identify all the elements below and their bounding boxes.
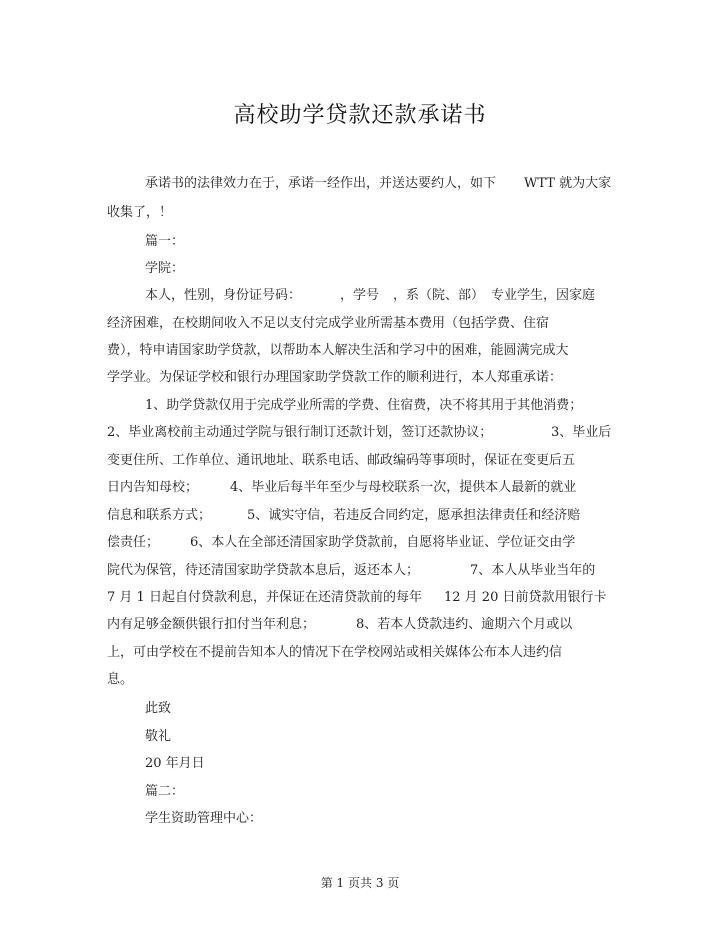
commitment-3-start: 3、毕业后 (551, 425, 612, 440)
commitment-4-end: 信息和联系方式； (107, 508, 212, 523)
section-heading-2: 篇二： (145, 784, 185, 799)
commitment-2: 2、毕业离校前主动通过学院与银行制订还款计划，签订还款协议； (107, 425, 493, 440)
commitment-7-start: 7、本人从毕业当年的 (470, 563, 596, 578)
commitment-5-end: 偿责任； (107, 535, 160, 550)
commitment-8-end: 息。 (107, 672, 134, 687)
intro-line-1a: 承诺书的法律效力在于，承诺一经作出，并送达要约人，如下 (145, 176, 497, 191)
intro-line-2: 收集了，！ (107, 205, 173, 220)
body-line: 经济困难，在校期间收入不足以支付完成学业所需基本费用（包括学费、住宿 (107, 316, 550, 331)
recipient-line: 学生资助管理中心： (145, 811, 263, 826)
commitment-1: 1、助学贷款仅用于完成学业所需的学费、住宿费，决不将其用于其他消费； (145, 398, 583, 413)
body-line: 学学业。为保证学校和银行办理国家助学贷款工作的顺利进行，本人郑重承诺： (107, 370, 563, 385)
page-footer: 第 1 页共 3 页 (320, 876, 400, 890)
body-line: 费），特申请国家助学贷款，以帮助本人解决生活和学习中的困难，能圆满完成大 (107, 343, 569, 358)
body-line-info-c: ，系（院、部） (393, 288, 485, 303)
commitment-5-start: 5、诚实守信，若违反合同约定，愿承担法律责任和经济赔 (247, 508, 581, 523)
commitment-7-cont-b: 12 月 20 日前贷款用银行卡 (444, 590, 607, 605)
closing-cizhi: 此致 (145, 701, 172, 716)
commitment-6-start: 6、本人在全部还清国家助学贷款前，自愿将毕业证、学位证交由学 (190, 535, 576, 550)
commitment-6-end: 院代为保管，待还清国家助学贷款本息后，返还本人； (107, 563, 420, 578)
salutation: 学院： (145, 261, 185, 276)
document-title: 高校助学贷款还款承诺书 (233, 103, 487, 128)
body-line-info-d: 专业学生，因家庭 (491, 288, 596, 303)
body-line-info-a: 本人，性别，身份证号码： (145, 288, 302, 303)
commitment-8-start: 8、若本人贷款违约、逾期六个月或以 (356, 617, 573, 632)
commitment-8-cont: 上，可由学校在不提前告知本人的情况下在学校网站或相关媒体公布本人违约信 (107, 645, 563, 660)
intro-line-1b: WTT 就为大家 (524, 176, 612, 191)
body-line-info-b: ，学号 (340, 288, 380, 303)
closing-jingli: 敬礼 (145, 729, 172, 744)
commitment-3-end: 日内告知母校； (107, 480, 199, 495)
section-heading-1: 篇一： (145, 234, 185, 249)
commitment-4-start: 4、毕业后每半年至少与母校联系一次，提供本人最新的就业 (230, 480, 577, 495)
date-line: 20 年月日 (145, 756, 205, 771)
commitment-3-cont: 变更住所、工作单位、通讯地址、联系电话、邮政编码等事项时，保证在变更后五 (107, 453, 576, 468)
commitment-7-end: 内有足够金额供银行扣付当年利息； (107, 617, 316, 632)
commitment-7-cont-a: 7 月 1 日起自付贷款利息，并保证在还清贷款前的每年 (107, 590, 422, 605)
